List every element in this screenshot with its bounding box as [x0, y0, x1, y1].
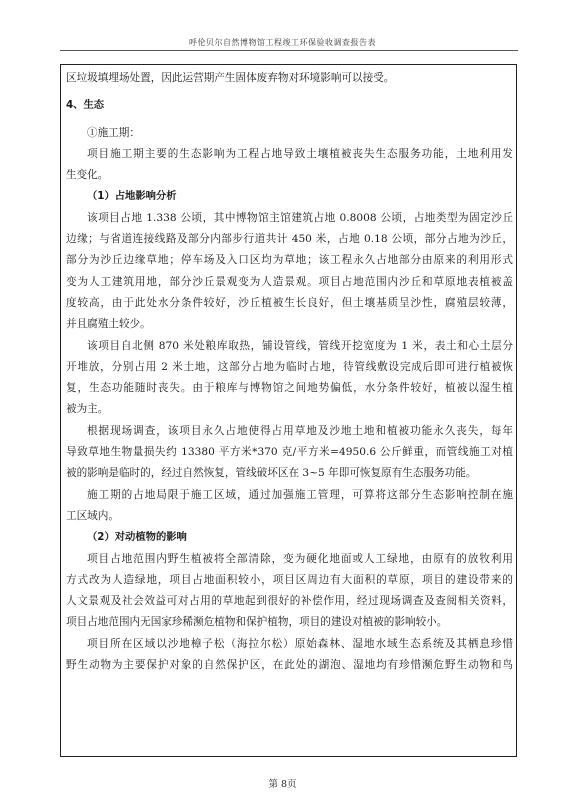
paragraph-line: 被为主。: [66, 403, 109, 416]
paragraph-line: 度较高，由于此处水分条件较好，沙丘植被生长良好，但土壤基质呈沙性，腐殖层较薄，: [66, 296, 513, 309]
paragraph-line: 项目施工期主要的生态影响为工程占地导致土壤植被丧失生态服务功能，土地利用发: [87, 147, 513, 160]
section-title: 4、生态: [66, 99, 105, 112]
paragraph-line: 区垃圾填埋场处置，因此运营期产生固体废弃物对环境影响可以接受。: [66, 72, 395, 84]
paragraph-line: 方式改为人造绿地，项目占地面积较小，项目区周边有大面积的草原，项目的建设带来的: [66, 573, 513, 586]
subheading-flora-fauna: （2）对动植物的影响: [87, 531, 187, 544]
header-divider: [60, 50, 518, 51]
paragraph-line: 该项目自北侧 870 米处粮库取热，铺设管线，管线开挖宽度为 1 米，表土和心土层分: [87, 339, 513, 352]
paragraph-line: 生变化。: [66, 169, 109, 182]
paragraph-line: 边缘；与省道连接线路及部分内部步行道共计 450 米，占地 0.18 公顷，部分占地为沙丘，: [66, 233, 513, 246]
paragraph-line: 项目所在区域以沙地樟子松（海拉尔松）原始森林、湿地水域生态系统及其栖息珍惜: [87, 637, 513, 650]
paragraph-line: 部分为沙丘边缘草地；停车场及入口区均为草地；该工程永久占地部分由原来的利用形式: [66, 254, 513, 267]
paragraph-line: 并且腐殖土较少。: [66, 318, 151, 331]
paragraph-line: 项目占地范围内无国家珍稀濒危植物和保护植物，项目的建设对植被的影响较小。: [66, 616, 448, 629]
paragraph-line: 复，生态功能随时丧失。由于粮库与博物馆之间地势偏低，水分条件较好，植被以湿生植: [66, 382, 513, 395]
paragraph-line: 人文景观及社会效益可对占用的草地起到很好的补偿作用，经过现场调查及查阅相关资料，: [66, 595, 513, 608]
paragraph-line: 根据现场调查，该项目永久占地使得占用草地及沙地土地和植被功能永久丧失，每年: [87, 424, 513, 437]
paragraph-line: 导致草地生物量损失约 13380 平方米*370 克/平方米=4950.6 公斤鲜重，而管线施工对植: [66, 446, 513, 459]
subheading-land-occupation: （1）占地影响分析: [87, 190, 177, 203]
paragraph-line: 项目占地范围内野生植被将全部清除，变为硬化地面或人工绿地，由原有的放牧利用: [87, 552, 513, 565]
paragraph-line: 工区域内。: [66, 509, 119, 522]
paragraph-line: 开堆放，分别占用 2 米土地，这部分占地为临时占地，待管线敷设完成后即可进行植被恢: [66, 360, 513, 373]
subsection-label: ①施工期：: [87, 126, 140, 139]
paragraph-line: 被的影响是临时的，经过自然恢复，管线破坏区在 3~5 年即可恢复原有生态服务功能。: [66, 467, 477, 480]
report-header-title: 呼伦贝尔自然博物馆工程竣工环保验收调查报告表: [189, 38, 376, 47]
paragraph-line: 该项目占地 1.338 公顷，其中博物馆主馆建筑占地 0.8008 公顷，占地类型为固定沙丘: [87, 211, 513, 224]
paragraph-line: 施工期的占地局限于施工区域，通过加强施工管理，可算将这部分生态影响控制在施: [87, 488, 513, 501]
paragraph-line: 变为人工建筑用地，部分沙丘景观变为人造景观。项目占地范围内沙丘和草原地表植被盖: [66, 275, 513, 288]
page-number: 第 8页: [268, 779, 297, 790]
paragraph-line: 野生动物为主要保护对象的自然保护区，在此处的湖泡、湿地均有珍惜濒危野生动物和鸟: [66, 659, 513, 672]
document-body: [66, 68, 513, 676]
